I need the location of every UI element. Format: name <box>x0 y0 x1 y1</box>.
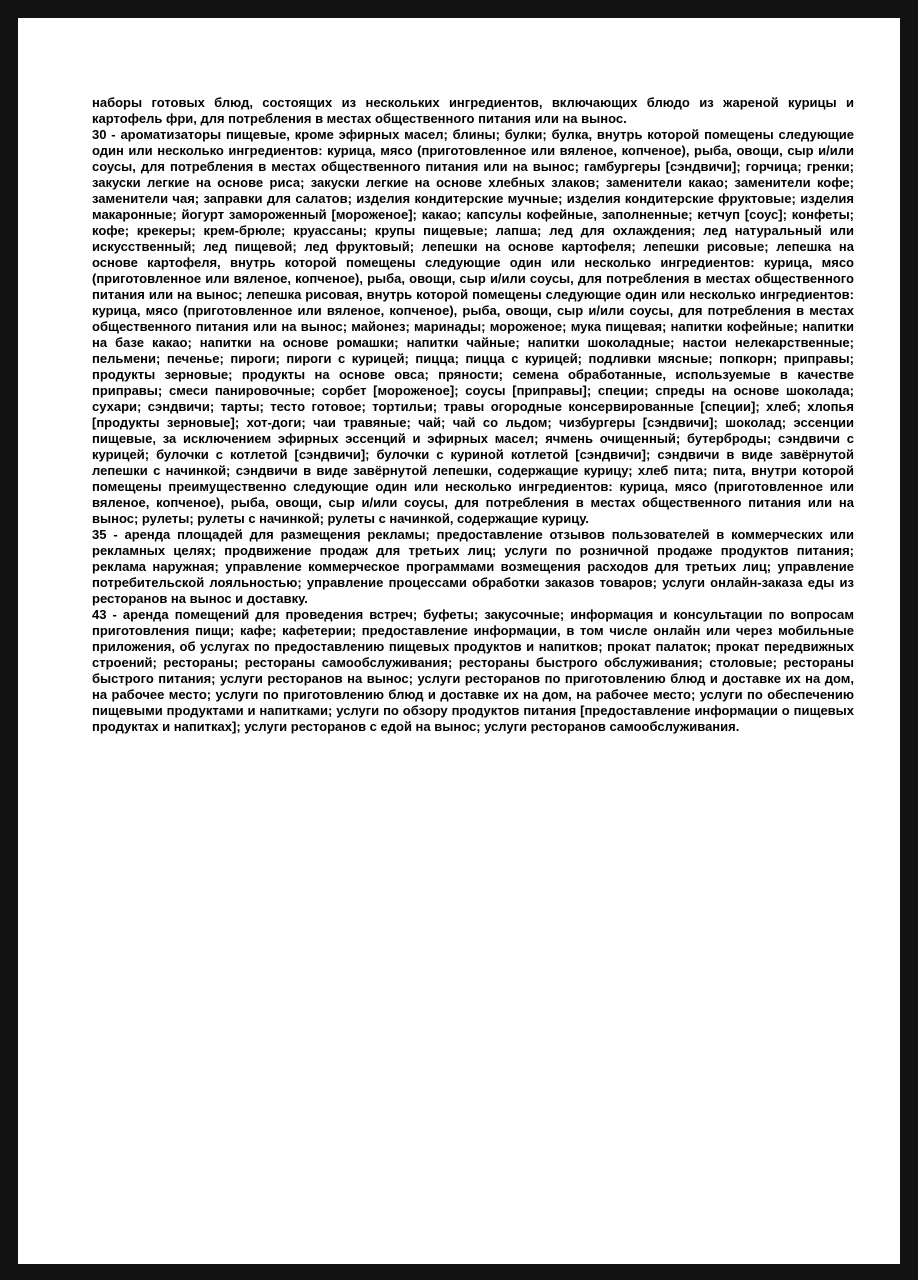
document-body <box>92 95 854 735</box>
paragraph-class-43: 43 - аренда помещений для проведения встреч; буфеты; закусочные; информация и консультации по вопросам приготовления пищи; кафе; кафетерии; предоставление информации, в том числе онлайн или через мобильные приложения, об услугах по предоставлению пищевых продуктов и напитков; прокат палаток; прокат передвижных строений; рестораны; рестораны самообслуживания; рестораны быстрого обслуживания; столовые; рестораны быстрого питания; услуги ресторанов на вынос; услуги ресторанов по приготовлению блюд и доставке их на дом, на рабочее место; услуги по приготовлению блюд и доставке их на дом, на рабочее место; услуги по обеспечению пищевыми продуктами и напитками; услуги по обзору продуктов питания [предоставление информации о пищевых продуктах и напитках]; услуги ресторанов с едой на вынос; услуги ресторанов самообслуживания. <box>92 607 854 734</box>
paragraph-class-35: 35 - аренда площадей для размещения рекламы; предоставление отзывов пользователей в коммерческих или рекламных целях; продвижение продаж для третьих лиц; услуги по розничной продаже продуктов питания; реклама наружная; управление коммерческое программами возмещения расходов для третьих лиц; управление потребительской лояльностью; управление процессами обработки заказов товаров; услуги онлайн-заказа еды из ресторанов на вынос и доставку. <box>92 527 854 606</box>
document-page <box>18 18 900 1264</box>
paragraph-intro: наборы готовых блюд, состоящих из нескольких ингредиентов, включающих блюдо из жареной курицы и картофель фри, для потребления в местах общественного питания или на вынос. <box>92 95 854 126</box>
paragraph-class-30: 30 - ароматизаторы пищевые, кроме эфирных масел; блины; булки; булка, внутрь которой помещены следующие один или несколько ингредиентов: курица, мясо (приготовленное или вяленое, копченое), рыба, овощи, сыр и/или соусы, для потребления в местах общественного питания или на вынос; гамбургеры [сэндвичи]; горчица; гренки; закуски легкие на основе риса; закуски легкие на основе хлебных злаков; заменители какао; заменители кофе; заменители чая; заправки для салатов; изделия кондитерские мучные; изделия кондитерские фруктовые; изделия макаронные; йогурт замороженный [мороженое]; какао; капсулы кофейные, заполненные; кетчуп [соус]; конфеты; кофе; крекеры; крем-брюле; круассаны; крупы пищевые; лапша; лед для охлаждения; лед натуральный или искусственный; лед пищевой; лед фруктовый; лепешки на основе картофеля; лепешки рисовые; лепешка на основе картофеля, внутрь которой помещены следующие один или несколько ингредиентов: курица, мясо (приготовленное или вяленое, копченое), рыба, овощи, сыр и/или соусы, для потребления в местах общественного питания или на вынос; лепешка рисовая, внутрь которой помещены следующие один или несколько ингредиентов: курица, мясо (приготовленное или вяленое, копченое), рыба, овощи, сыр и/или соусы, для потребления в местах общественного питания или на вынос; майонез; маринады; мороженое; мука пищевая; напитки кофейные; напитки на базе какао; напитки на основе ромашки; напитки чайные; напитки шоколадные; настои нелекарственные; пельмени; печенье; пироги; пироги с курицей; пицца; пицца с курицей; подливки мясные; попкорн; приправы; продукты зерновые; продукты на основе овса; пряности; семена обработанные, используемые в качестве приправы; смеси панировочные; сорбет [мороженое]; соусы [приправы]; специи; спреды на основе шоколада; сухари; сэндвичи; тарты; тесто готовое; тортильи; травы огородные консервированные [специи]; хлеб; хлопья [продукты зерновые]; хот-доги; чаи травяные; чай; чай со льдом; чизбургеры [сэндвичи]; шоколад; эссенции пищевые, за исключением эфирных эссенций и эфирных масел; ячмень очищенный; бутерброды; сэндвичи с курицей; булочки с котлетой [сэндвичи]; булочки с куриной котлетой [сэндвичи]; сэндвичи в виде завёрнутой лепешки с начинкой; сэндвичи в виде завёрнутой лепешки, содержащие курицу; хлеб пита; пита, внутри которой помещены преимущественно следующие один или несколько ингредиентов: курица, мясо (приготовленное или вяленое, копченое), рыба, овощи, сыр и/или соусы, для потребления в местах общественного питания или на вынос; рулеты; рулеты с начинкой; рулеты с начинкой, содержащие курицу. <box>92 127 854 526</box>
